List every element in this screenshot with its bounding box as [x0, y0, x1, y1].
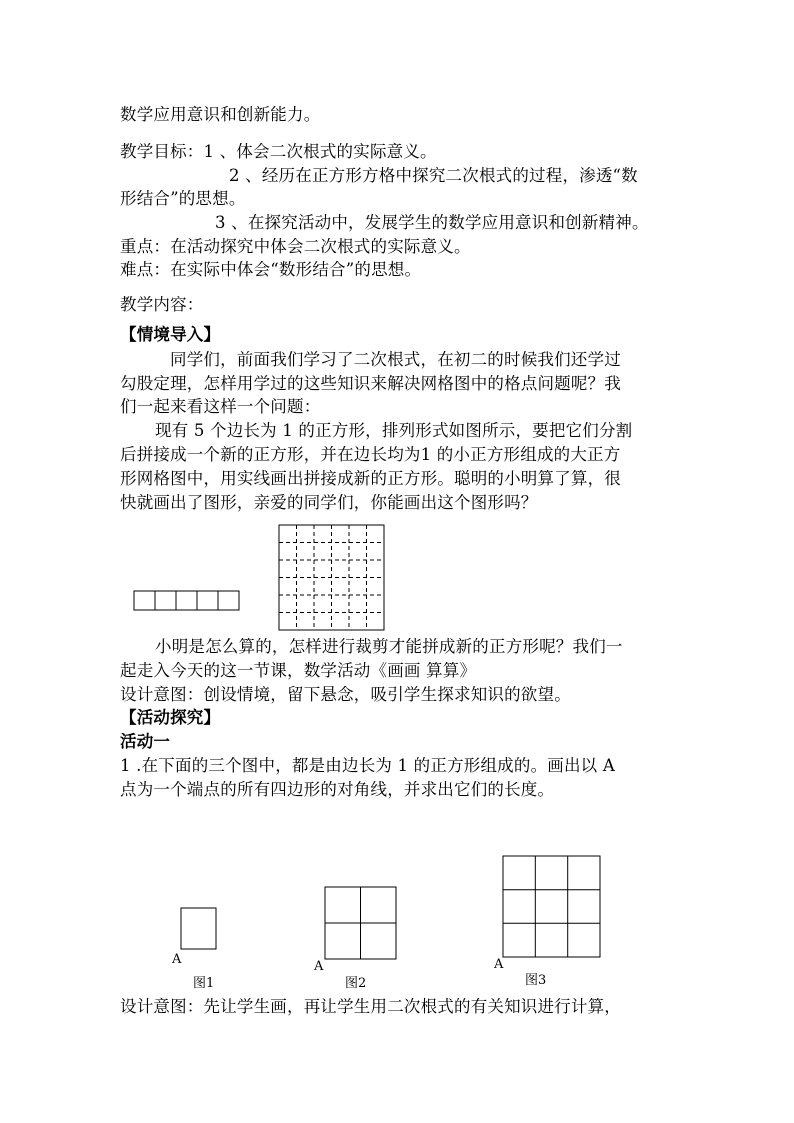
- paragraph-line: 后拼接成一个新的正方形，并在边长均为1 的小正方形组成的大正方: [120, 445, 621, 464]
- figure-2: [325, 887, 396, 959]
- paragraph-line: 同学们，前面我们学习了二次根式，在初二的时候我们还学过: [170, 350, 621, 369]
- teaching-goal-2: 2 、经历在正方形方格中探究二次根式的过程，渗透“数: [229, 166, 638, 185]
- design-intent: 设计意图：先让学生画，再让学生用二次根式的有关知识进行计算，: [120, 997, 621, 1016]
- paragraph-line: 勾股定理，怎样用学过的这些知识来解决网格图中的格点问题呢？我: [120, 374, 621, 393]
- teaching-goal-2-cont: 形结合”的思想。: [120, 189, 246, 208]
- paragraph-line: 形网格图中，用实线画出拼接成新的正方形。聪明的小明算了算，很: [120, 469, 621, 488]
- section-heading-intro: 【情境导入】: [120, 325, 221, 344]
- figure-1: [181, 908, 216, 949]
- teaching-goal-3: 3 、在探究活动中，发展学生的数学应用意识和创新精神。: [215, 213, 649, 232]
- section-heading-activity: 【活动探究】: [120, 708, 221, 727]
- teaching-content: 教学内容：: [120, 295, 204, 314]
- figure-2-caption: 图2: [345, 976, 367, 991]
- figure-3: [503, 856, 600, 957]
- difficult-point: 难点：在实际中体会“数形结合”的思想。: [120, 260, 422, 279]
- figure-3-caption: 图3: [525, 973, 547, 988]
- design-intent: 设计意图：创设情境，留下悬念，吸引学生探求知识的欲望。: [120, 685, 571, 704]
- figure-1-caption: 图1: [193, 976, 215, 991]
- text-line: 数学应用意识和创新能力。: [120, 105, 321, 124]
- five-squares-figure: [134, 591, 239, 610]
- paragraph-line: 小明是怎么算的，怎样进行裁剪才能拼成新的正方形呢？我们一: [155, 637, 623, 656]
- paragraph-line: 们一起来看这样一个问题：: [120, 397, 321, 416]
- paragraph-line: 现有 5 个边长为 1 的正方形，排列形式如图所示，要把它们分割: [155, 421, 633, 440]
- key-point: 重点：在活动探究中体会二次根式的实际意义。: [120, 237, 471, 256]
- activity-one-heading: 活动一: [120, 732, 171, 751]
- paragraph-line: 起走入今天的这一节课，数学活动《画画 算算》: [120, 661, 477, 680]
- figure-2-vertex-label: A: [314, 959, 324, 974]
- figure-1-vertex-label: A: [172, 952, 182, 967]
- question-line: 1 .在下面的三个图中，都是由边长为 1 的正方形组成的。画出以 A: [120, 756, 615, 775]
- question-line: 点为一个端点的所有四边形的对角线，并求出它们的长度。: [120, 780, 555, 799]
- teaching-goal-1: 教学目标：1 、体会二次根式的实际意义。: [120, 142, 437, 161]
- dashed-grid-figure: [279, 525, 384, 630]
- figure-3-vertex-label: A: [494, 957, 504, 972]
- paragraph-line: 快就画出了图形，亲爱的同学们，你能画出这个图形吗？: [120, 493, 538, 512]
